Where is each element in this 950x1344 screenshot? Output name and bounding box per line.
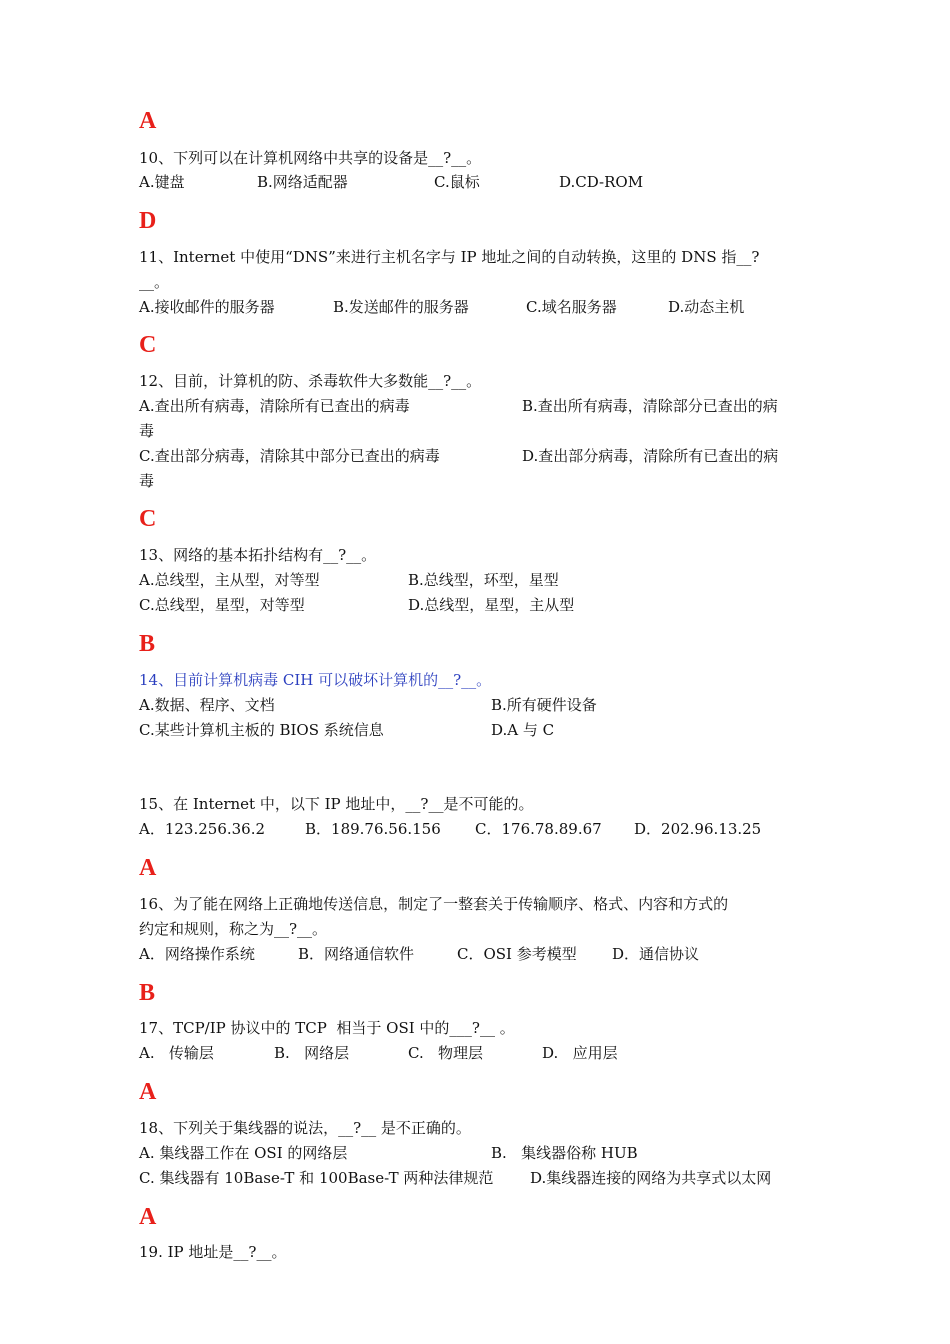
question-19: 19. IP 地址是__?__。: [139, 1243, 287, 1261]
option-a: A.键盘: [139, 173, 185, 191]
question-14: 14、目前计算机病毒 CIH 可以破坏计算机的__?__。: [139, 671, 492, 689]
question-16-wrap: 约定和规则，称之为__?__。: [139, 920, 328, 938]
question-10: 10、下列可以在计算机网络中共享的设备是__?__。: [139, 149, 482, 167]
option-b: B．189.76.56.156: [305, 820, 441, 838]
option-a: A.数据、程序、文档: [139, 696, 275, 714]
option-d: D. 应用层: [542, 1044, 618, 1062]
option-d: D.查出部分病毒，清除所有已查出的病: [522, 447, 779, 465]
option-c: C.某些计算机主板的 BIOS 系统信息: [139, 721, 384, 739]
question-11-wrap: __。: [139, 273, 170, 291]
option-a: A.查出所有病毒，清除所有已查出的病毒: [139, 397, 410, 415]
option-a: A.总线型，主从型，对等型: [139, 571, 320, 589]
option-b: B.网络适配器: [257, 173, 348, 191]
question-11: 11、Internet 中使用“DNS”来进行主机名字与 IP 地址之间的自动转换，这里的 DNS 指__?: [139, 248, 760, 266]
question-18: 18、下列关于集线器的说法，__?__ 是不正确的。: [139, 1119, 471, 1137]
answer-mark: B: [139, 631, 156, 657]
option-d: D.集线器连接的网络为共享式以太网: [530, 1169, 772, 1187]
answer-mark: B: [139, 980, 156, 1006]
option-c: C.鼠标: [434, 173, 480, 191]
option-a: A. 传输层: [139, 1044, 214, 1062]
option-d: D.A 与 C: [491, 721, 555, 739]
option-b: B.发送邮件的服务器: [333, 298, 469, 316]
option-d-wrap: 毒: [139, 472, 155, 490]
option-b: B.查出所有病毒，清除部分已查出的病: [522, 397, 778, 415]
option-d: D．通信协议: [612, 945, 700, 963]
option-c: C. 集线器有 10Base-T 和 100Base-T 两种法律规范: [139, 1169, 494, 1187]
option-d: D.CD-ROM: [559, 173, 644, 191]
option-b: B．网络通信软件: [298, 945, 415, 963]
option-c: C.总线型，星型，对等型: [139, 596, 305, 614]
option-c: C.域名服务器: [526, 298, 617, 316]
answer-mark: A: [139, 1204, 157, 1230]
option-a: A．网络操作系统: [139, 945, 255, 963]
question-15: 15、在 Internet 中，以下 IP 地址中，__?__是不可能的。: [139, 795, 534, 813]
answer-mark: C: [139, 506, 157, 532]
option-b: B.所有硬件设备: [491, 696, 597, 714]
option-c: C．176.78.89.67: [475, 820, 602, 838]
question-12: 12、目前，计算机的防、杀毒软件大多数能__?__。: [139, 372, 482, 390]
answer-mark: D: [139, 208, 157, 234]
answer-mark: A: [139, 1079, 157, 1105]
answer-mark: C: [139, 332, 157, 358]
option-b: B. 集线器俗称 HUB: [491, 1144, 638, 1162]
question-16: 16、为了能在网络上正确地传送信息，制定了一整套关于传输顺序、格式、内容和方式的: [139, 895, 729, 913]
option-b: B. 网络层: [274, 1044, 350, 1062]
option-d: D．202.96.13.25: [634, 820, 762, 838]
question-17: 17、TCP/IP 协议中的 TCP 相当于 OSI 中的___?__ 。: [139, 1019, 515, 1037]
option-d: D.总线型，星型，主从型: [408, 596, 575, 614]
option-d: D.动态主机: [668, 298, 745, 316]
option-a: A.接收邮件的服务器: [139, 298, 275, 316]
option-b-wrap: 毒: [139, 422, 155, 440]
answer-mark: A: [139, 855, 157, 881]
answer-mark: A: [139, 108, 157, 134]
option-a: A. 集线器工作在 OSI 的网络层: [139, 1144, 348, 1162]
option-c: C. 物理层: [408, 1044, 484, 1062]
option-c: C.查出部分病毒，清除其中部分已查出的病毒: [139, 447, 440, 465]
option-a: A．123.256.36.2: [139, 820, 266, 838]
option-b: B.总线型，环型，星型: [408, 571, 559, 589]
question-13: 13、网络的基本拓扑结构有__?__。: [139, 546, 377, 564]
option-c: C．OSI 参考模型: [457, 945, 577, 963]
